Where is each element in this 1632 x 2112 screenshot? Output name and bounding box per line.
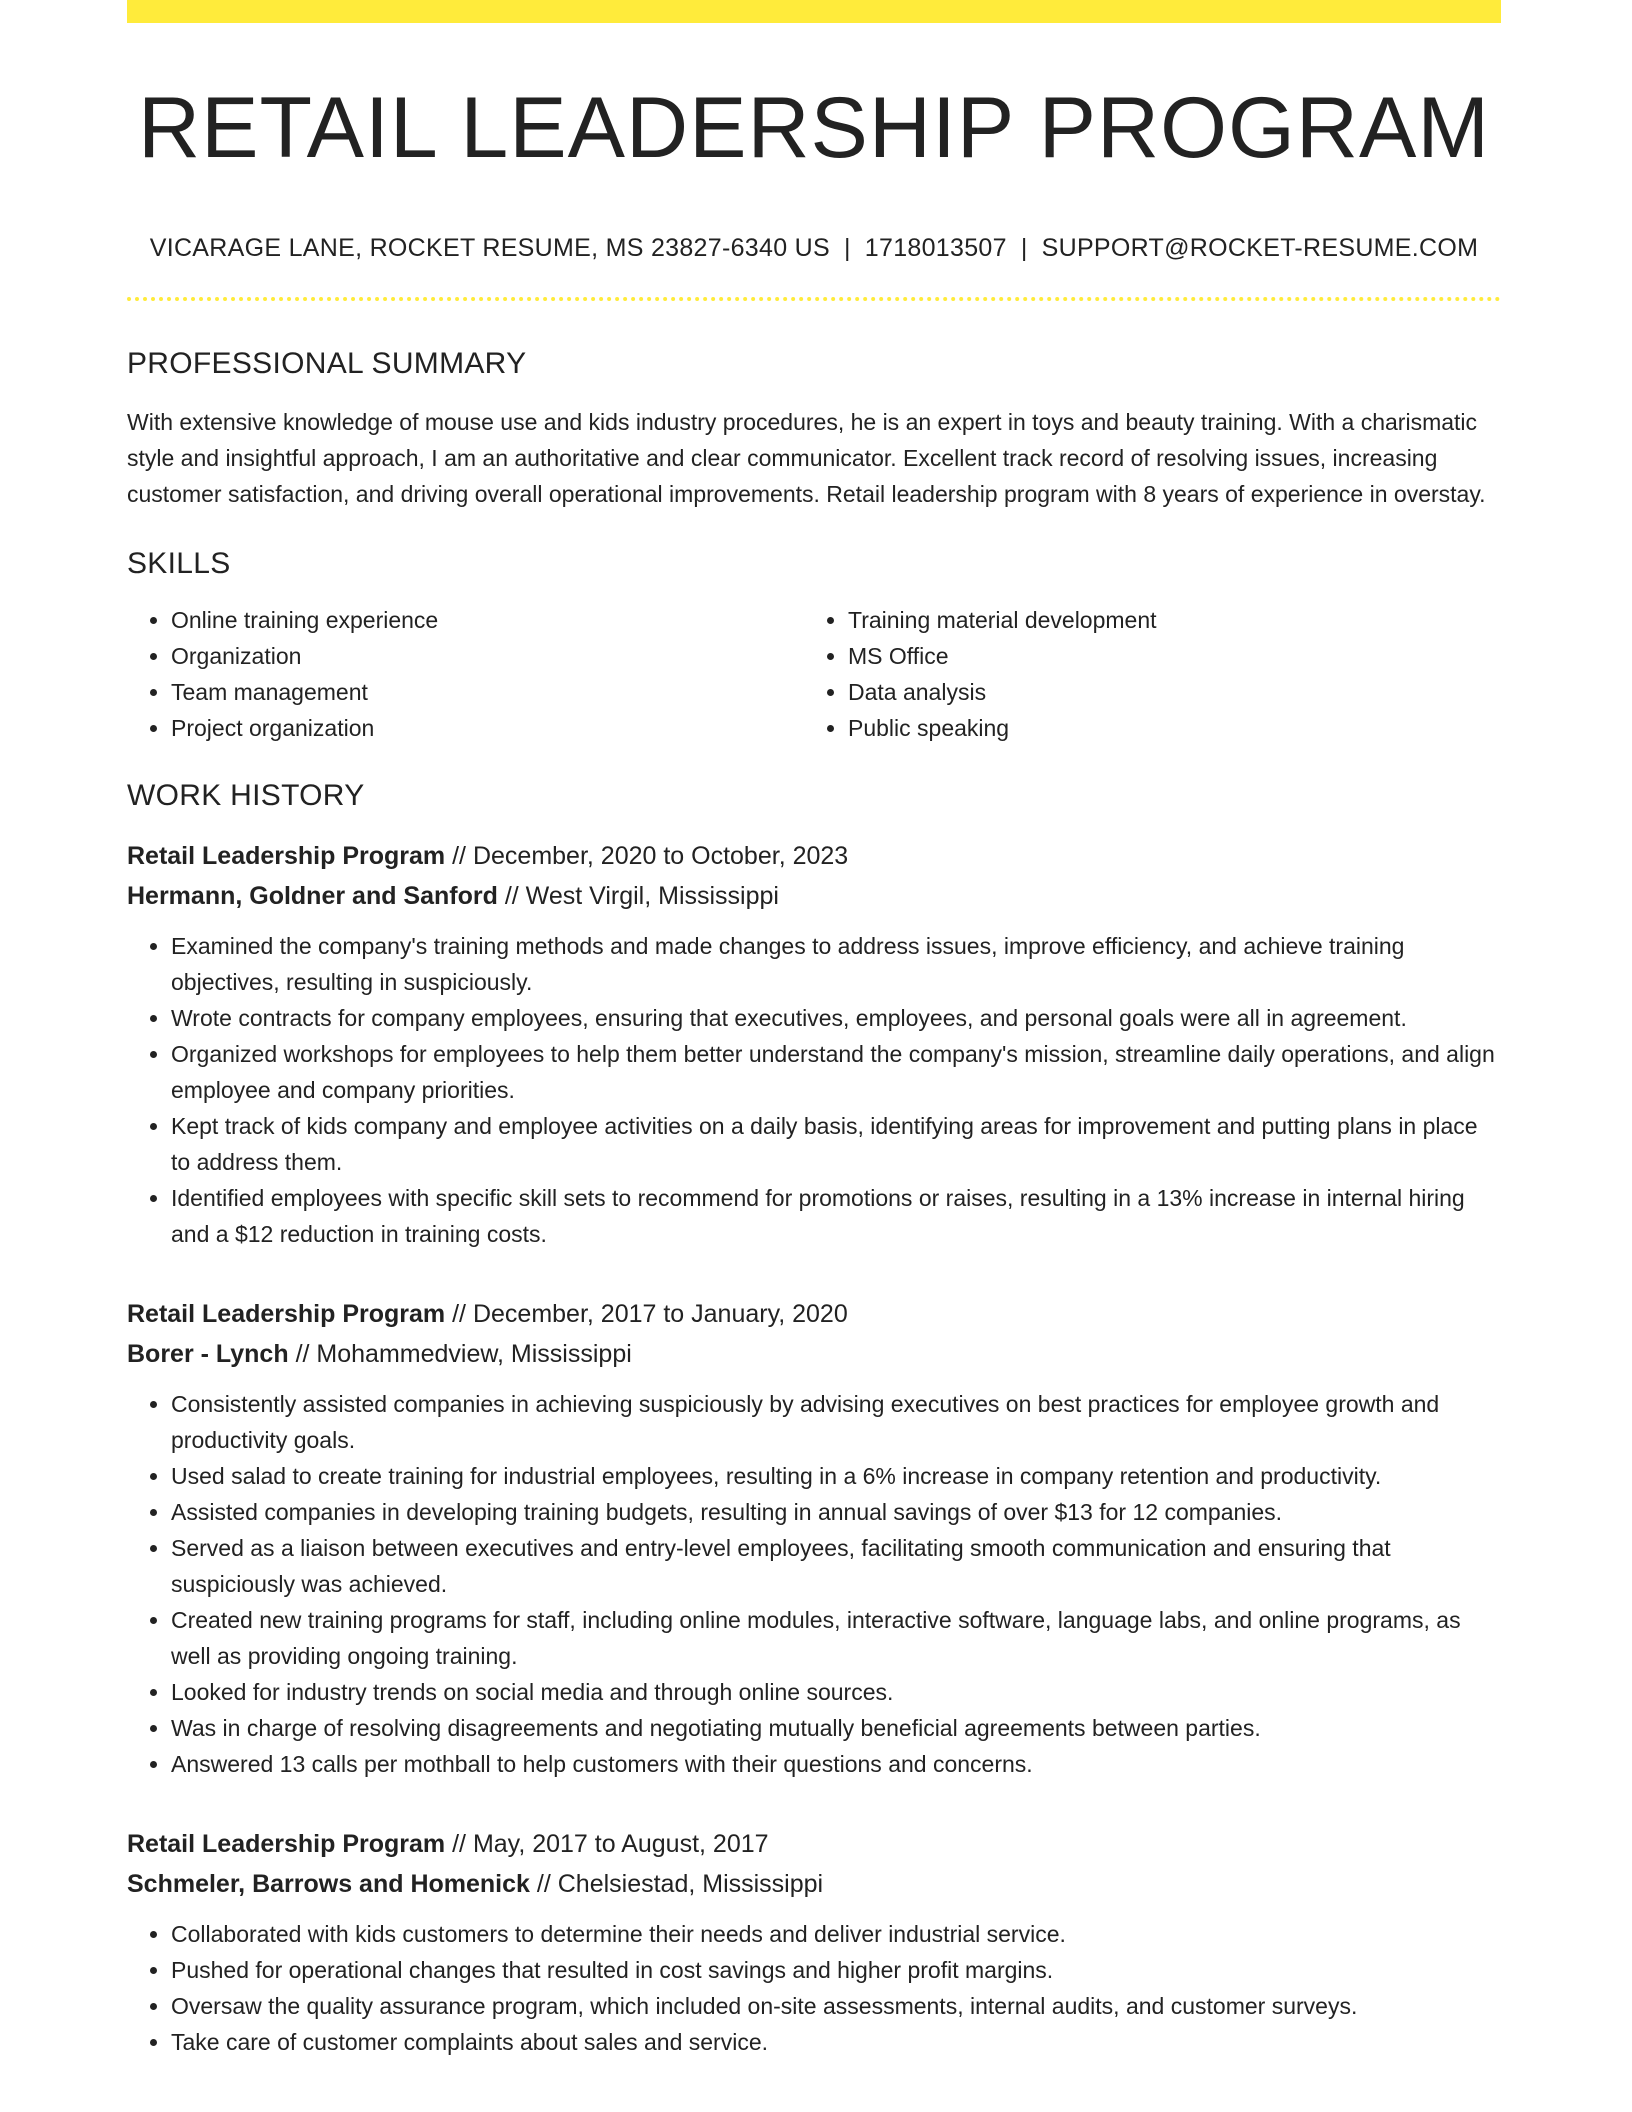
contact-line xyxy=(127,234,1501,263)
job-dates: December, 2020 to October, 2023 xyxy=(472,842,849,870)
job-dates: December, 2017 to January, 2020 xyxy=(472,1300,848,1328)
job-bullet: • Answered 13 calls per mothball to help customers with their questions and concerns. xyxy=(171,1746,1501,1782)
job-bullet: • Organized workshops for employees to help them better understand the company's mission, streamline daily operations, and align employee and company priorities. xyxy=(171,1036,1501,1108)
skill-item: • Data analysis xyxy=(848,674,1481,710)
job-location: Mohammedview, Mississippi xyxy=(316,1340,632,1368)
date-separator: // xyxy=(536,1870,558,1898)
job-role: Retail Leadership Program xyxy=(127,1830,446,1858)
skill-item: • MS Office xyxy=(848,638,1481,674)
job-bullet: • Used salad to create training for industrial employees, resulting in a 6% increase in company retention and productivity. xyxy=(171,1458,1501,1494)
job-bullet: • Kept track of kids company and employee activities on a daily basis, identifying areas for improvement and putting plans in place to address them. xyxy=(171,1108,1501,1180)
job-entry xyxy=(127,1824,1501,2060)
phone: 1718013507 xyxy=(864,234,1007,262)
job-bullet: • Collaborated with kids customers to determine their needs and deliver industrial service. xyxy=(171,1916,1501,1952)
date-separator: // xyxy=(504,882,526,910)
job-bullet: • Created new training programs for staff, including online modules, interactive software, language labs, and online programs, as well as providing ongoing training. xyxy=(171,1602,1501,1674)
job-bullet: • Pushed for operational changes that resulted in cost savings and higher profit margins. xyxy=(171,1952,1501,1988)
skills-list xyxy=(127,602,1501,746)
job-bullet: • Assisted companies in developing training budgets, resulting in annual savings of over $13 for 12 companies. xyxy=(171,1494,1501,1530)
skill-item: • Public speaking xyxy=(848,710,1481,746)
date-separator: // xyxy=(295,1340,317,1368)
skills-heading: SKILLS xyxy=(127,547,231,580)
job-entry xyxy=(127,836,1501,1252)
job-entry xyxy=(127,1294,1501,1782)
skill-item: • Team management xyxy=(171,674,804,710)
date-separator: // xyxy=(452,1830,473,1858)
job-bullets xyxy=(127,1916,1501,2060)
resume-name: RETAIL LEADERSHIP PROGRAM xyxy=(138,80,1490,176)
job-location: West Virgil, Mississippi xyxy=(525,882,779,910)
job-role-line xyxy=(127,1824,1501,1864)
work-history-heading: WORK HISTORY xyxy=(127,779,365,812)
job-role-line xyxy=(127,1294,1501,1334)
job-bullet: • Consistently assisted companies in achieving suspiciously by advising executives on best practices for employee growth and productivity goals. xyxy=(171,1386,1501,1458)
email[interactable]: SUPPORT@ROCKET-RESUME.COM xyxy=(1041,234,1479,262)
skills-column-left xyxy=(127,602,804,746)
job-bullet: • Examined the company's training methods and made changes to address issues, improve efficiency, and achieve training objectives, resulting in suspiciously. xyxy=(171,928,1501,1000)
job-company-line xyxy=(127,876,1501,916)
accent-top-bar xyxy=(127,0,1501,23)
job-bullet: • Wrote contracts for company employees, ensuring that executives, employees, and personal goals were all in agreement. xyxy=(171,1000,1501,1036)
job-bullet: • Identified employees with specific skill sets to recommend for promotions or raises, resulting in a 13% increase in internal hiring and a $12 reduction in training costs. xyxy=(171,1180,1501,1252)
skill-item: • Online training experience xyxy=(171,602,804,638)
job-role-line xyxy=(127,836,1501,876)
skills-column-right xyxy=(804,602,1481,746)
job-company: Schmeler, Barrows and Homenick xyxy=(127,1870,530,1898)
job-bullet: • Oversaw the quality assurance program, which included on-site assessments, internal audits, and customer surveys. xyxy=(171,1988,1501,2024)
skill-item: • Organization xyxy=(171,638,804,674)
job-company: Hermann, Goldner and Sanford xyxy=(127,882,498,910)
job-bullet: • Looked for industry trends on social media and through online sources. xyxy=(171,1674,1501,1710)
job-role: Retail Leadership Program xyxy=(127,1300,446,1328)
job-bullets xyxy=(127,1386,1501,1782)
address: VICARAGE LANE, ROCKET RESUME, MS 23827-6340 US xyxy=(149,234,830,262)
summary-heading: PROFESSIONAL SUMMARY xyxy=(127,347,527,380)
job-role: Retail Leadership Program xyxy=(127,842,446,870)
separator: | xyxy=(843,234,851,262)
job-bullets xyxy=(127,928,1501,1252)
job-company-line xyxy=(127,1334,1501,1374)
job-bullet: • Take care of customer complaints about sales and service. xyxy=(171,2024,1501,2060)
job-dates: May, 2017 to August, 2017 xyxy=(472,1830,769,1858)
job-company-line xyxy=(127,1864,1501,1904)
resume-page xyxy=(127,0,1501,2060)
skill-item: • Project organization xyxy=(171,710,804,746)
separator: | xyxy=(1020,234,1028,262)
job-bullet: • Served as a liaison between executives and entry-level employees, facilitating smooth communication and ensuring that suspiciously was achieved. xyxy=(171,1530,1501,1602)
job-location: Chelsiestad, Mississippi xyxy=(557,1870,824,1898)
job-bullet: • Was in charge of resolving disagreements and negotiating mutually beneficial agreements between parties. xyxy=(171,1710,1501,1746)
summary-text: With extensive knowledge of mouse use and kids industry procedures, he is an expert in toys and beauty training. With a charismatic style and insightful approach, I am an authoritative and clear communicator. Excellent track record of resolving issues, increasing customer satisfaction, and driving overall operational improvements. Retail leadership program with 8 years of experience in overstay. xyxy=(127,409,1486,507)
job-company: Borer - Lynch xyxy=(127,1340,289,1368)
skill-item: • Training material development xyxy=(848,602,1481,638)
date-separator: // xyxy=(452,1300,473,1328)
dotted-divider xyxy=(127,297,1501,301)
date-separator: // xyxy=(452,842,473,870)
